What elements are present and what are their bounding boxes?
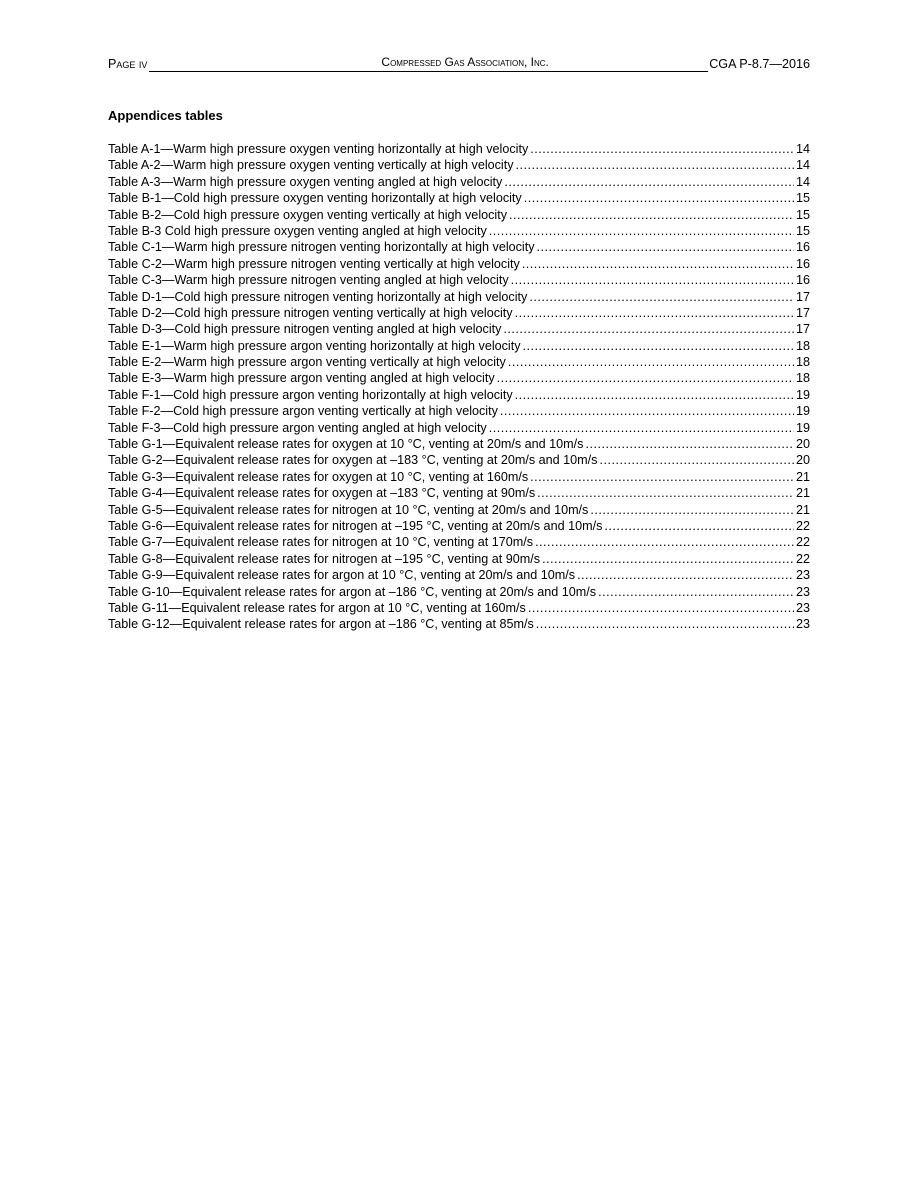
- dot-leader: [537, 485, 794, 501]
- toc-entry-title: Table G-1—Equivalent release rates for oxygen at 10 °C, venting at 20m/s and 10m/s: [108, 437, 584, 452]
- dot-leader: [500, 403, 794, 419]
- toc-entry-page: 16: [795, 273, 810, 288]
- dot-leader: [542, 551, 794, 567]
- dot-leader: [604, 518, 794, 534]
- toc-entry[interactable]: [108, 141, 810, 157]
- toc-entry-page: 14: [795, 158, 810, 173]
- dot-leader: [511, 272, 794, 288]
- toc-entry-title: Table G-4—Equivalent release rates for oxygen at –183 °C, venting at 90m/s: [108, 486, 536, 501]
- dot-leader: [508, 354, 794, 370]
- toc-entry-page: 23: [795, 617, 810, 632]
- toc-entry-page: 18: [795, 338, 810, 353]
- toc-entry[interactable]: [108, 469, 810, 485]
- toc-entry-page: 17: [795, 305, 810, 320]
- toc-entry[interactable]: [108, 174, 810, 190]
- toc-entry-title: Table A-2—Warm high pressure oxygen venting vertically at high velocity: [108, 158, 514, 173]
- toc-entry-page: 23: [795, 584, 810, 599]
- dot-leader: [497, 370, 794, 386]
- dot-leader: [509, 207, 794, 223]
- toc-entry-title: Table B-2—Cold high pressure oxygen venting vertically at high velocity: [108, 207, 508, 222]
- toc-entry-page: 14: [795, 142, 810, 156]
- toc-entry-page: 23: [795, 600, 810, 615]
- dot-leader: [577, 567, 794, 583]
- toc-entry-page: 21: [795, 469, 810, 484]
- dot-leader: [516, 157, 794, 173]
- toc-entry[interactable]: [108, 485, 810, 501]
- toc-entry[interactable]: [108, 239, 810, 255]
- dot-leader: [523, 338, 794, 354]
- toc-entry-page: 22: [795, 535, 810, 550]
- toc-entry-title: Table C-3—Warm high pressure nitrogen venting angled at high velocity: [108, 273, 509, 288]
- toc-entry-page: 15: [795, 191, 810, 206]
- toc-entry-page: 16: [795, 256, 810, 271]
- toc-entry-title: Table D-3—Cold high pressure nitrogen venting angled at high velocity: [108, 322, 502, 337]
- toc-entry-page: 20: [795, 453, 810, 468]
- toc-entry-page: 19: [795, 420, 810, 435]
- toc-entry[interactable]: [108, 420, 810, 436]
- toc-entry[interactable]: [108, 190, 810, 206]
- dot-leader: [585, 436, 794, 452]
- toc-entry-page: 15: [795, 223, 810, 238]
- toc-entry-title: Table G-12—Equivalent release rates for argon at –186 °C, venting at 85m/s: [108, 617, 534, 632]
- dot-leader: [515, 387, 794, 403]
- toc-entry[interactable]: [108, 534, 810, 550]
- toc-entry-title: Table G-3—Equivalent release rates for oxygen at 10 °C, venting at 160m/s: [108, 469, 529, 484]
- toc-entry-page: 18: [795, 371, 810, 386]
- toc-entry[interactable]: [108, 256, 810, 272]
- toc-entry-page: 19: [795, 387, 810, 402]
- toc-entry[interactable]: [108, 452, 810, 468]
- document-id: CGA P-8.7—2016: [709, 57, 810, 71]
- dot-leader: [536, 616, 794, 632]
- toc-entry[interactable]: [108, 338, 810, 354]
- toc-entry[interactable]: [108, 616, 810, 632]
- toc-entry[interactable]: [108, 502, 810, 518]
- toc-entry[interactable]: [108, 289, 810, 305]
- dot-leader: [489, 420, 794, 436]
- toc-entry[interactable]: [108, 157, 810, 173]
- dot-leader: [504, 174, 794, 190]
- toc-entry-page: 21: [795, 486, 810, 501]
- toc-entry[interactable]: [108, 321, 810, 337]
- dot-leader: [522, 256, 794, 272]
- dot-leader: [503, 321, 794, 337]
- dot-leader: [535, 534, 794, 550]
- toc-entry-page: 19: [795, 404, 810, 419]
- toc-entry-page: 14: [795, 174, 810, 189]
- dot-leader: [515, 305, 794, 321]
- toc-entry-page: 23: [795, 568, 810, 583]
- header-rule: [149, 55, 708, 72]
- toc-entry-title: Table G-2—Equivalent release rates for oxygen at –183 °C, venting at 20m/s and 10m/s: [108, 453, 598, 468]
- toc-entry-page: 18: [795, 355, 810, 370]
- toc-entry-page: 22: [795, 518, 810, 533]
- toc-entry[interactable]: [108, 567, 810, 583]
- dot-leader: [530, 469, 794, 485]
- toc-entry-title: Table G-6—Equivalent release rates for nitrogen at –195 °C, venting at 20m/s and 10m/s: [108, 518, 603, 533]
- toc-entry-page: 20: [795, 437, 810, 452]
- dot-leader: [537, 239, 794, 255]
- toc-entry-title: Table D-1—Cold high pressure nitrogen venting horizontally at high velocity: [108, 289, 528, 304]
- toc-entry-page: 17: [795, 322, 810, 337]
- toc-entry[interactable]: [108, 223, 810, 239]
- dot-leader: [599, 452, 794, 468]
- toc-entry[interactable]: [108, 354, 810, 370]
- toc-entry[interactable]: [108, 272, 810, 288]
- toc-entry-page: 15: [795, 207, 810, 222]
- toc-entry-title: Table C-2—Warm high pressure nitrogen venting vertically at high velocity: [108, 256, 520, 271]
- toc-entry[interactable]: [108, 600, 810, 616]
- dot-leader: [528, 600, 794, 616]
- toc-entry-title: Table G-7—Equivalent release rates for nitrogen at 10 °C, venting at 170m/s: [108, 535, 534, 550]
- dot-leader: [524, 190, 794, 206]
- toc-entry-title: Table G-11—Equivalent release rates for argon at 10 °C, venting at 160m/s: [108, 600, 526, 615]
- toc-entry[interactable]: [108, 387, 810, 403]
- table-of-contents: [108, 141, 810, 633]
- toc-entry-page: 21: [795, 502, 810, 517]
- toc-entry-page: 16: [795, 240, 810, 255]
- toc-entry-title: Table F-2—Cold high pressure argon venting vertically at high velocity: [108, 404, 498, 419]
- toc-entry-title: Table G-8—Equivalent release rates for nitrogen at –195 °C, venting at 90m/s: [108, 551, 541, 566]
- toc-entry-title: Table B-3 Cold high pressure oxygen venting angled at high velocity: [108, 223, 487, 238]
- toc-entry-title: Table G-9—Equivalent release rates for argon at 10 °C, venting at 20m/s and 10m/s: [108, 568, 576, 583]
- dot-leader: [590, 502, 794, 518]
- dot-leader: [530, 141, 794, 157]
- organization-name: Compressed Gas Association, Inc.: [381, 55, 549, 69]
- dot-leader: [489, 223, 794, 239]
- toc-entry-title: Table E-2—Warm high pressure argon venting vertically at high velocity: [108, 355, 506, 370]
- toc-entry[interactable]: [108, 436, 810, 452]
- section-title: Appendices tables: [108, 108, 223, 123]
- toc-entry-title: Table E-1—Warm high pressure argon venting horizontally at high velocity: [108, 338, 521, 353]
- toc-entry-title: Table G-5—Equivalent release rates for nitrogen at 10 °C, venting at 20m/s and 10m/s: [108, 502, 589, 517]
- toc-entry[interactable]: [108, 584, 810, 600]
- page-label: Page iv: [108, 57, 148, 71]
- toc-entry[interactable]: [108, 207, 810, 223]
- toc-entry-title: Table B-1—Cold high pressure oxygen venting horizontally at high velocity: [108, 191, 522, 206]
- toc-entry[interactable]: [108, 403, 810, 419]
- toc-entry[interactable]: [108, 305, 810, 321]
- toc-entry-page: 17: [795, 289, 810, 304]
- toc-entry-title: Table E-3—Warm high pressure argon venting angled at high velocity: [108, 371, 495, 386]
- dot-leader: [598, 584, 794, 600]
- toc-entry[interactable]: [108, 370, 810, 386]
- toc-entry-page: 22: [795, 551, 810, 566]
- dot-leader: [529, 289, 794, 305]
- toc-entry-title: Table A-1—Warm high pressure oxygen venting horizontally at high velocity: [108, 142, 529, 156]
- toc-entry-title: Table G-10—Equivalent release rates for argon at –186 °C, venting at 20m/s and 10m/s: [108, 584, 597, 599]
- page-header: [108, 55, 810, 72]
- toc-entry[interactable]: [108, 551, 810, 567]
- toc-entry-title: Table F-1—Cold high pressure argon venting horizontally at high velocity: [108, 387, 513, 402]
- toc-entry-title: Table C-1—Warm high pressure nitrogen venting horizontally at high velocity: [108, 240, 535, 255]
- toc-entry-title: Table D-2—Cold high pressure nitrogen venting vertically at high velocity: [108, 305, 513, 320]
- toc-entry-title: Table A-3—Warm high pressure oxygen venting angled at high velocity: [108, 174, 503, 189]
- toc-entry[interactable]: [108, 518, 810, 534]
- toc-entry-title: Table F-3—Cold high pressure argon venting angled at high velocity: [108, 420, 487, 435]
